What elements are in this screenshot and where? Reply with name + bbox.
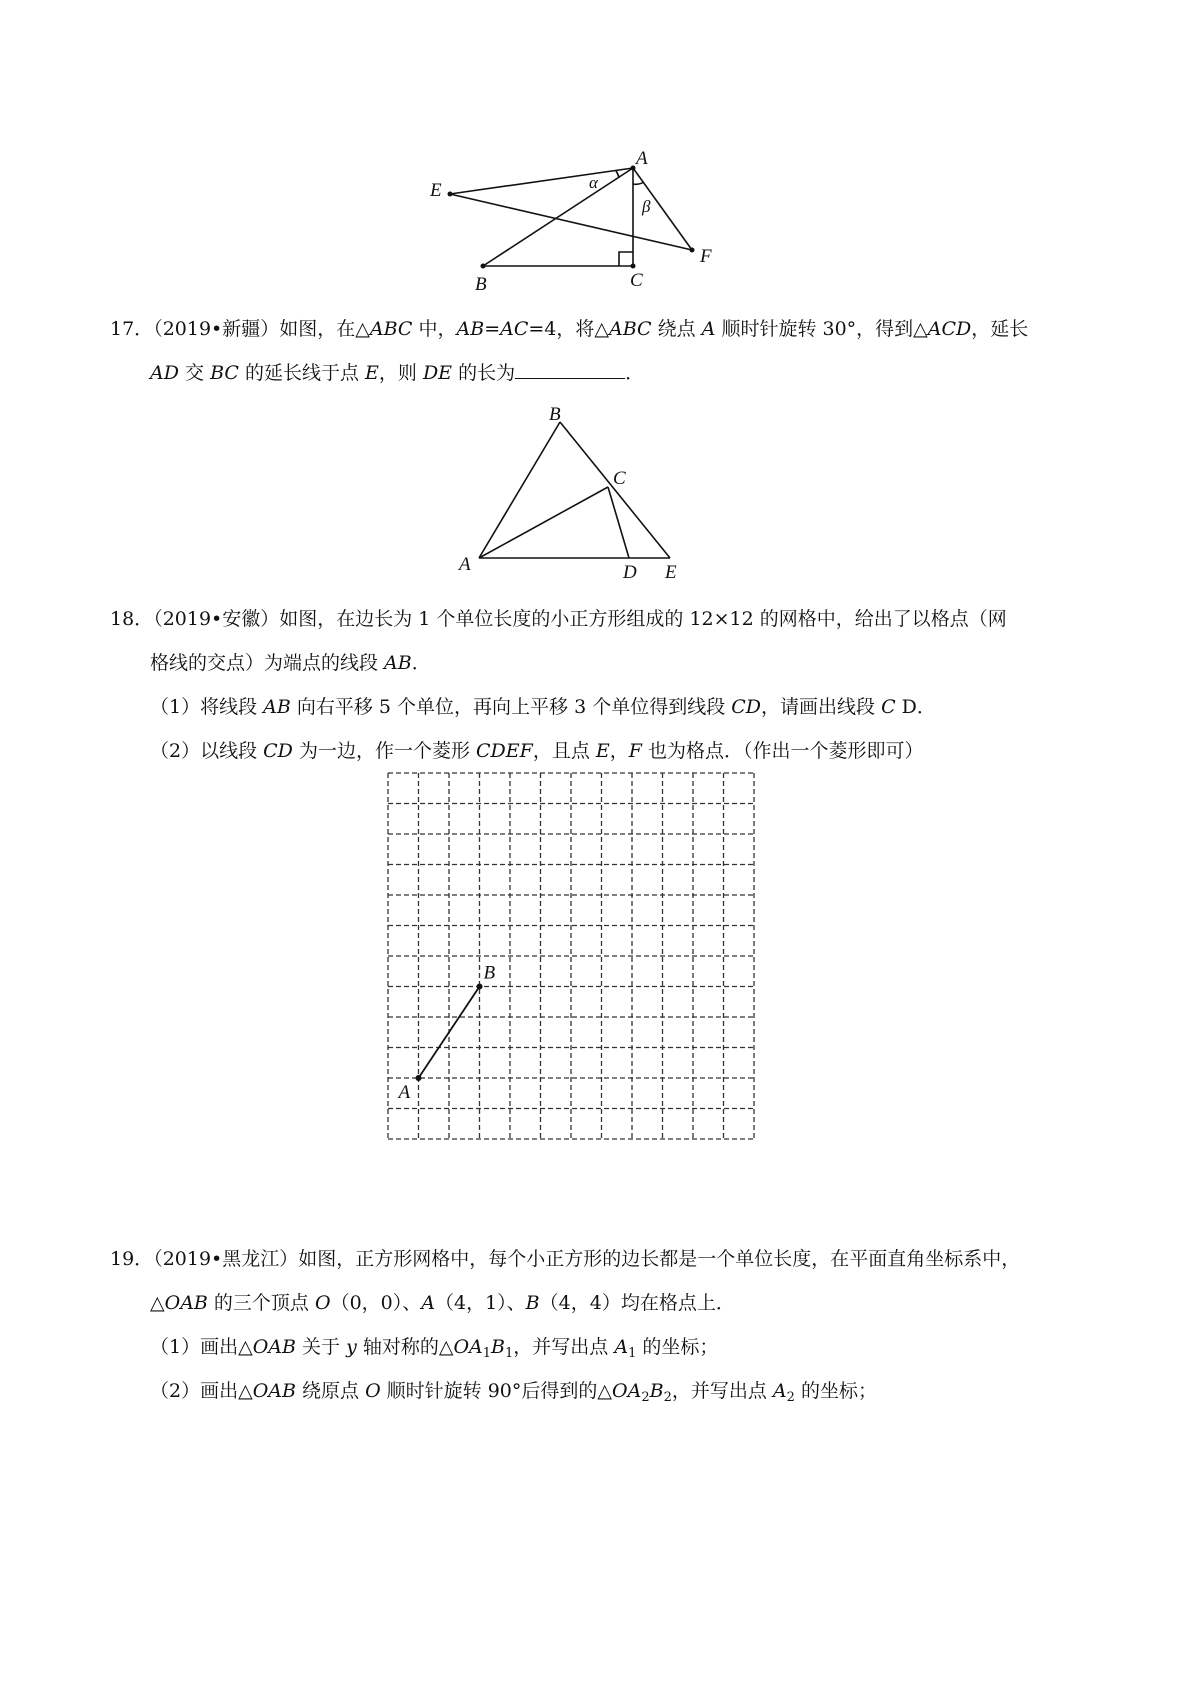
label-E: E <box>430 180 442 201</box>
answer-blank[interactable] <box>515 360 625 379</box>
label-F: F <box>700 246 712 267</box>
figure-q17 <box>455 400 715 590</box>
grid-lines <box>388 773 754 1139</box>
label-B: B <box>549 404 561 425</box>
q17-line-2: AD 交 BC 的延长线于点 E，则 DE 的长为 ． <box>150 362 645 384</box>
q19-part-1: （1）画出△OAB 关于 y 轴对称的$\triangle OA_1B_1$，并写出点 $A_1$ 的坐标； <box>150 1336 719 1361</box>
label-B: B <box>483 962 496 984</box>
q18-part-2: （2）以线段 CD 为一边，作一个菱形 CDEF，且点 E，F 也为格点．（作出一个菱形即可） <box>150 740 924 762</box>
point-b <box>477 984 483 990</box>
q18-part-1: （1）将线段 AB 向右平移 5 个单位，再向上平移 3 个单位得到线段 CD，请画出线段 C D． <box>150 696 936 718</box>
q19-part-2: （2）画出△OAB 绕原点 O 顺时针旋转 90°后得到的$\triangle OA_2B_2$，并写出点 $A_2$ 的坐标； <box>150 1380 877 1405</box>
figure-q16 <box>420 148 740 300</box>
label-C: C <box>613 468 626 489</box>
q18-line-2: 格线的交点）为端点的线段 AB． <box>150 652 431 674</box>
q17-number: 17． <box>110 318 154 340</box>
q19-number: 19． <box>110 1248 154 1270</box>
label-A: A <box>459 554 471 575</box>
point-a <box>416 1075 422 1081</box>
q17-line-1: 17．（2019•新疆）如图，在△ABC 中，AB=AC=4，将△ABC 绕点 A 顺时针旋转 30°，得到△ACD，延长 <box>110 318 1029 340</box>
q18-line-1: 18．（2019•安徽）如图，在边长为 1 个单位长度的小正方形组成的 12×12 的网格中，给出了以格点（网 <box>110 608 1007 630</box>
label-alpha: α <box>589 173 598 192</box>
label-B: B <box>475 274 487 295</box>
label-C: C <box>630 270 643 291</box>
figure-q18-grid <box>370 765 770 1150</box>
q18-number: 18． <box>110 608 154 630</box>
q19-line-2: △OAB 的三个顶点 O（0，0）、A（4，1）、B（4，4）均在格点上． <box>150 1292 735 1314</box>
label-A: A <box>636 148 648 169</box>
q19-line-1: 19．（2019•黑龙江）如图，正方形网格中，每个小正方形的边长都是一个单位长度，在平面直角坐标系中， <box>110 1248 1021 1270</box>
label-E: E <box>665 562 677 583</box>
label-A: A <box>398 1082 411 1103</box>
label-beta: β <box>642 197 651 216</box>
label-D: D <box>623 562 637 583</box>
